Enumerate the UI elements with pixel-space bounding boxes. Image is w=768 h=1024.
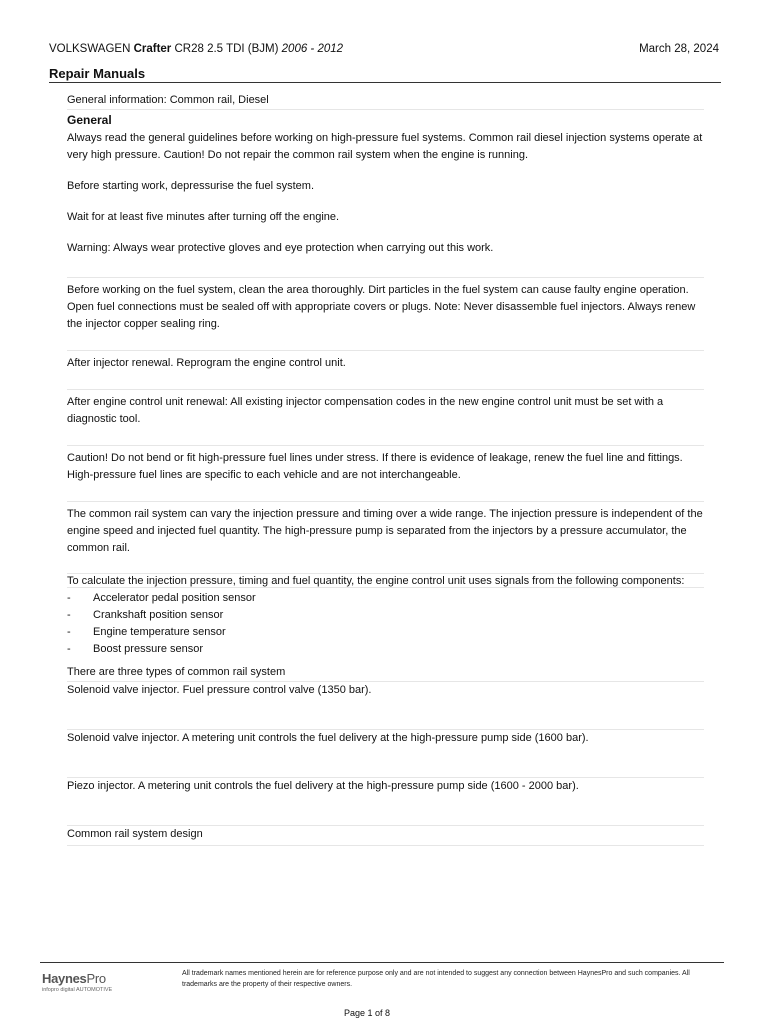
paragraph-system-types: There are three types of common rail system (67, 666, 286, 678)
list-item: - Engine temperature sensor (67, 626, 226, 638)
paragraph-type-3: Piezo injector. A metering unit controls the fuel delivery at the high-pressure pump side (1600 - 2000 bar). (67, 780, 579, 792)
injector-renewal-row (67, 351, 704, 390)
system-types-row (67, 664, 704, 682)
cleanliness-row (67, 278, 704, 351)
general-section (67, 112, 704, 257)
paragraph-cleanliness: Before working on the fuel system, clean the area thoroughly. Dirt particles in the fuel system can cause faulty engine operation. Open fuel connections must be sealed off with appropriate covers or plugs. Note: Never disassemble fuel injectors. Always renew the injector copper sealing ring. (67, 284, 696, 330)
general-info: General information: Common rail, Diesel (67, 94, 269, 106)
paragraph-fuel-lines: Caution! Do not bend or fit high-pressure fuel lines under stress. If there is evidence of leakage, renew the fuel line and fittings. High-pressure fuel lines are specific to each vehicle and are not interchangeable. (67, 452, 683, 481)
vehicle-years: 2006 - 2012 (281, 43, 344, 55)
footer-divider (40, 962, 724, 963)
section-title: Repair Manuals (49, 66, 146, 81)
paragraph-components-intro: To calculate the injection pressure, timing and fuel quantity, the engine control unit uses signals from the following components: (67, 575, 685, 587)
list-item: - Accelerator pedal position sensor (67, 592, 256, 604)
vehicle-title (49, 43, 343, 55)
page-number: Page 1 of 8 (343, 1008, 391, 1018)
logo-wordmark: HaynesPro (42, 971, 106, 986)
ecu-renewal-row (67, 390, 704, 446)
list-item: - Crankshaft position sensor (67, 609, 224, 621)
components-intro-row (67, 574, 704, 588)
document-header (49, 43, 719, 55)
fuel-lines-row (67, 446, 704, 502)
paragraph-injector-renewal: After injector renewal. Reprogram the engine control unit. (67, 357, 346, 369)
manual-content (67, 88, 704, 846)
document-date: March 28, 2024 (639, 43, 719, 55)
paragraph-guidelines: Always read the general guidelines before working on high-pressure fuel systems. Common rail diesel injection systems operate at very high pressure. Caution! Do not repair the common rail system when the engine is running. (67, 132, 703, 161)
list-item: - Boost pressure sensor (67, 643, 204, 655)
paragraph-system-overview: The common rail system can vary the injection pressure and timing over a wide range. The injection pressure is independent of the engine speed and injected fuel quantity. The high-pressure pump is separated from the injectors by a pressure accumulator, the common rail. (67, 508, 703, 554)
row-divider (67, 257, 704, 278)
type-2-row (67, 730, 704, 778)
vehicle-model: Crafter (133, 43, 172, 55)
paragraph-ecu-renewal: After engine control unit renewal: All existing injector compensation codes in the new engine control unit must be set with a diagnostic tool. (67, 396, 664, 425)
general-info-row (67, 88, 704, 110)
system-overview-row (67, 502, 704, 574)
type-3-row (67, 778, 704, 826)
title-divider (49, 82, 721, 83)
paragraph-wait: Wait for at least five minutes after turning off the engine. (67, 211, 340, 223)
logo-tagline: infopro digital AUTOMOTIVE (42, 987, 113, 993)
paragraph-warning: Warning: Always wear protective gloves and eye protection when carrying out this work. (67, 242, 494, 254)
sensor-list (67, 588, 704, 664)
paragraph-type-1: Solenoid valve injector. Fuel pressure control valve (1350 bar). (67, 684, 372, 696)
trademark-disclaimer: All trademark names mentioned herein are for reference purpose only and are not intended to suggest any connection between HaynesPro and such companies. All trademarks are the property of their respective owners. (182, 970, 690, 988)
haynespro-logo (42, 971, 112, 993)
type-1-row (67, 682, 704, 730)
paragraph-system-design: Common rail system design (67, 828, 203, 840)
vehicle-variant: CR28 2.5 TDI (BJM) (174, 43, 279, 55)
vehicle-make: VOLKSWAGEN (49, 43, 131, 55)
paragraph-depressurise: Before starting work, depressurise the fuel system. (67, 180, 314, 192)
paragraph-type-2: Solenoid valve injector. A metering unit controls the fuel delivery at the high-pressure pump side (1600 bar). (67, 732, 589, 744)
system-design-row (67, 826, 704, 846)
general-heading: General (67, 113, 112, 127)
